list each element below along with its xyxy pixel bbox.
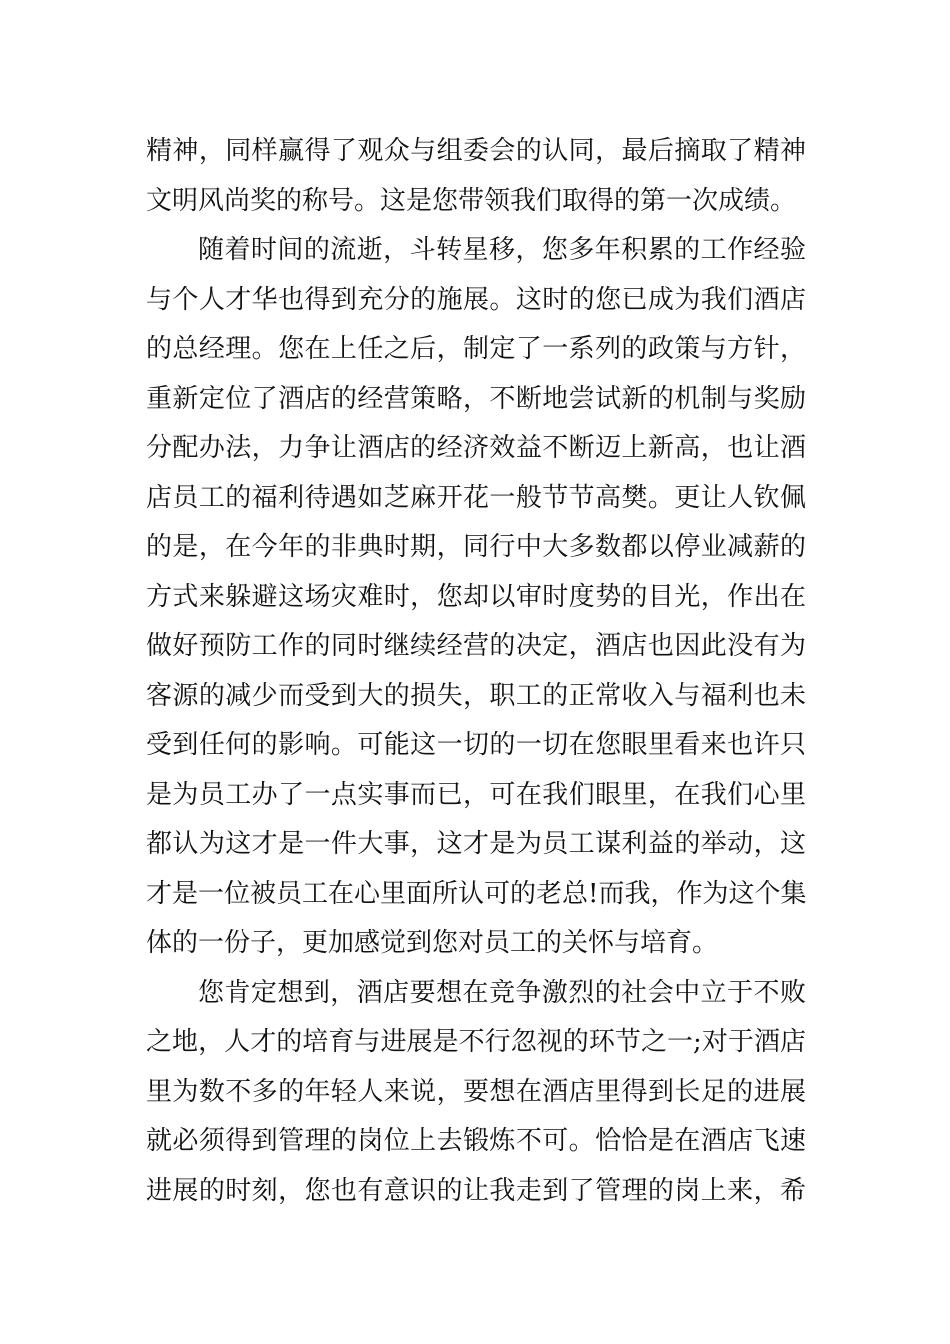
text-line: 体的一份子，更加感觉到您对员工的关怀与培育。	[146, 928, 719, 958]
text-line: 分配办法，力争让酒店的经济效益不断迈上新高，也让酒	[146, 433, 806, 463]
text-line: 受到任何的影响。可能这一切的一切在您眼里看来也许只	[146, 730, 806, 760]
text-line: 之地，人才的培育与进展是不行忽视的环节之一;对于酒店	[146, 1027, 806, 1057]
text-line: 做好预防工作的同时继续经营的决定，酒店也因此没有为	[146, 631, 806, 661]
text-line: 的总经理。您在上任之后，制定了一系列的政策与方针，	[146, 334, 806, 364]
text-line: 就必须得到管理的岗位上去锻炼不可。恰恰是在酒店飞速	[146, 1126, 806, 1156]
body-text	[146, 127, 806, 1216]
text-line: 进展的时刻，您也有意识的让我走到了管理的岗上来，希	[146, 1175, 806, 1206]
text-line: 重新定位了酒店的经营策略，不断地尝试新的机制与奖励	[146, 383, 806, 414]
text-line: 是为员工办了一点实事而已，可在我们眼里，在我们心里	[146, 779, 806, 810]
text-line: 与个人才华也得到充分的施展。这时的您已成为我们酒店	[146, 284, 806, 315]
text-line: 文明风尚奖的称号。这是您带领我们取得的第一次成绩。	[146, 185, 797, 216]
paragraph-first-line: 您肯定想到，酒店要想在竞争激烈的社会中立于不败	[198, 977, 806, 1008]
text-line: 店员工的福利待遇如芝麻开花一般节节高樊。更让人钦佩	[146, 482, 806, 513]
text-line: 精神，同样赢得了观众与组委会的认同，最后摘取了精神	[146, 136, 806, 166]
text-line: 里为数不多的年轻人来说，要想在酒店里得到长足的进展	[146, 1076, 806, 1107]
text-line: 才是一位被员工在心里面所认可的老总!而我，作为这个集	[146, 878, 806, 909]
text-line: 都认为这才是一件大事，这才是为员工谋利益的举动，这	[146, 829, 806, 859]
text-line: 方式来躲避这场灾难时，您却以审时度势的目光，作出在	[146, 581, 806, 612]
text-line: 的是，在今年的非典时期，同行中大多数都以停业减薪的	[146, 532, 806, 562]
text-line: 客源的减少而受到大的损失，职工的正常收入与福利也未	[146, 680, 806, 711]
paragraph-first-line: 随着时间的流逝，斗转星移，您多年积累的工作经验	[198, 235, 806, 265]
